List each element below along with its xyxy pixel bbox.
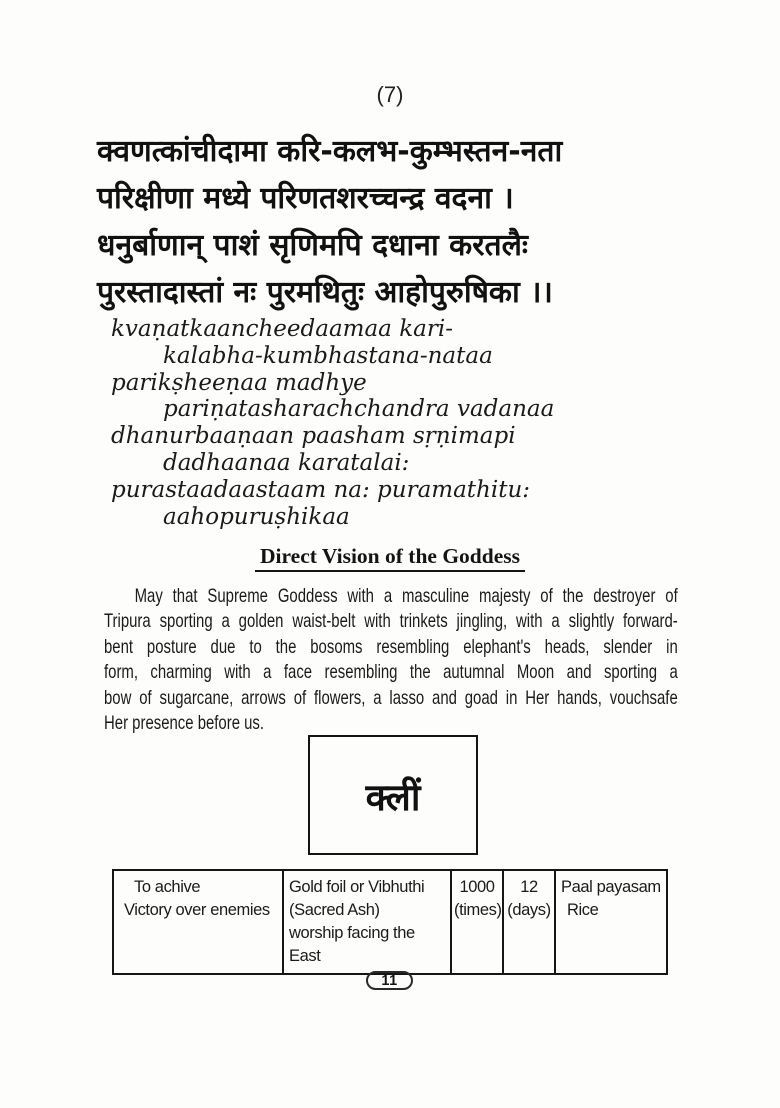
table-cell-duration <box>504 871 556 973</box>
bottom-page-number: 11 <box>381 972 398 989</box>
paragraph-line: bent posture due to the bosoms resembling elephant's heads, slender in <box>104 635 678 658</box>
paragraph-line: Tripura sporting a golden waist-belt with trinkets jingling, with a slightly forward- <box>104 610 678 633</box>
top-page-number: (7) <box>376 82 404 107</box>
translation-paragraph <box>104 584 678 736</box>
section-heading-wrap <box>0 544 780 572</box>
bottom-page-number-pill <box>366 971 413 990</box>
cell-line: 12 <box>520 878 538 896</box>
transliteration-block <box>111 316 671 530</box>
table-cell-purpose <box>114 871 284 973</box>
transliteration-line: purastaadaastaam na: puramathitu: <box>111 476 531 503</box>
paragraph-line: bow of sugarcane, arrows of flowers, a lasso and goad in Her hands, vouchsafe <box>104 686 678 709</box>
bija-mantra-kleem: क्लीं <box>365 775 421 819</box>
cell-line: Gold foil or Vibhuthi <box>289 878 425 896</box>
paragraph-line: Her presence before us. <box>104 712 265 735</box>
cell-line: 1000 <box>459 878 495 896</box>
table-cell-material <box>284 871 452 973</box>
transliteration-line: parikṣheeṇaa madhye <box>111 369 367 396</box>
transliteration-line: pariṇatasharachchandra vadanaa <box>163 396 555 423</box>
sanskrit-verse-line: क्वणत्कांचीदामा करि-कलभ-कुम्भस्तन-नता <box>97 134 563 169</box>
table-cell-offering <box>556 871 666 973</box>
cell-line: worship facing the East <box>289 924 415 965</box>
transliteration-line: kalabha-kumbhastana-nataa <box>163 342 493 369</box>
paragraph-line: form, charming with a face resembling the autumnal Moon and sporting a <box>104 661 678 684</box>
ritual-details-table <box>112 869 668 975</box>
cell-line: (days) <box>507 901 551 919</box>
sanskrit-verse-line: धनुर्बाणान् पाशं सृणिमपि दधाना करतलैः <box>97 228 528 263</box>
transliteration-line: kvaṇatkaancheedaamaa kari- <box>111 316 453 342</box>
section-heading: Direct Vision of the Goddess <box>255 544 525 572</box>
sanskrit-verse-line: परिक्षीणा मध्ये परिणतशरच्चन्द्र वदना । <box>97 181 514 216</box>
table-cell-count <box>452 871 504 973</box>
paragraph-line: May that Supreme Goddess with a masculine majesty of the destroyer of <box>134 585 678 607</box>
cell-line: To achive <box>134 878 201 896</box>
transliteration-line: aahopuruṣhikaa <box>163 503 350 530</box>
bija-mantra-box <box>308 735 478 855</box>
cell-line: (Sacred Ash) <box>289 901 380 919</box>
cell-line: Paal payasam <box>561 878 661 896</box>
transliteration-line: dhanurbaaṇaan paasham sṛṇimapi <box>111 423 516 450</box>
transliteration-line: dadhaanaa karatalai: <box>163 449 410 476</box>
cell-line: Rice <box>567 901 599 919</box>
sanskrit-verse-line: पुरस्तादास्तां नः पुरमथितुः आहोपुरुषिका ।। <box>97 275 553 310</box>
cell-line: Victory over enemies <box>124 901 270 919</box>
sanskrit-verse <box>97 128 757 316</box>
cell-line: (times) <box>454 901 502 919</box>
